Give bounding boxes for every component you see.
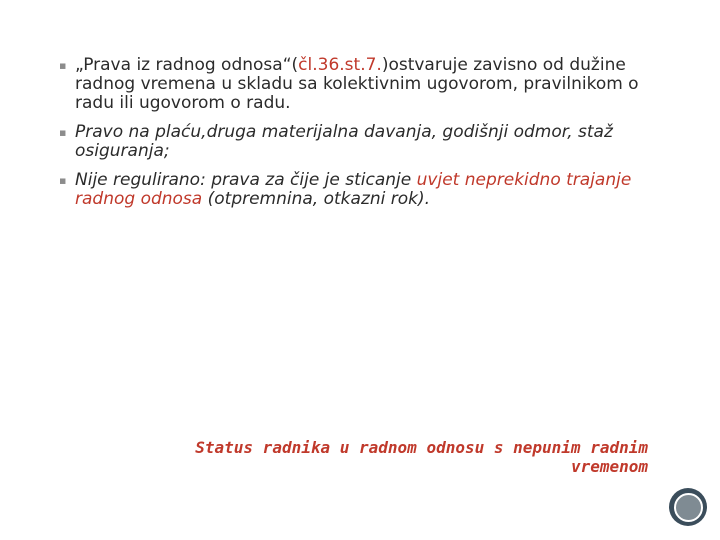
bullet-text-part: (otpremnina, otkazni rok). (202, 189, 431, 209)
bullet-text-part: )ostvaruje zavisno od dužine radnog vremena u skladu sa kolektivnim ugovorom, pravilnikom o radu ili ugovorom o radu. (75, 55, 639, 113)
bullet-text-part: Pravo na plaću,druga materijalna davanja, godišnji odmor, staž osiguranja; (75, 122, 613, 161)
article-reference: čl.36.st.7. (298, 55, 382, 75)
bullet-text-part: Nije regulirano: prava za čije je sticanje (75, 170, 417, 190)
nav-ring (674, 493, 703, 522)
bullet-item-employment-rights (56, 56, 656, 113)
circle-nav-icon[interactable] (669, 488, 707, 526)
bullet-list (56, 56, 656, 219)
bullet-item-pay-rights (56, 123, 656, 161)
highlighted-condition: uvjet neprekidno trajanje radnog odnosa (75, 170, 632, 209)
bullet-marker: ▪ (59, 174, 67, 187)
bullet-marker: ▪ (59, 126, 67, 139)
slide-footer-title: Status radnika u radnom odnosu s nepunim radnim vremenom (195, 438, 648, 476)
bullet-item-not-regulated (56, 171, 656, 209)
bullet-marker: ▪ (59, 59, 67, 72)
bullet-text-part: „Prava iz radnog odnosa“( (75, 55, 299, 75)
